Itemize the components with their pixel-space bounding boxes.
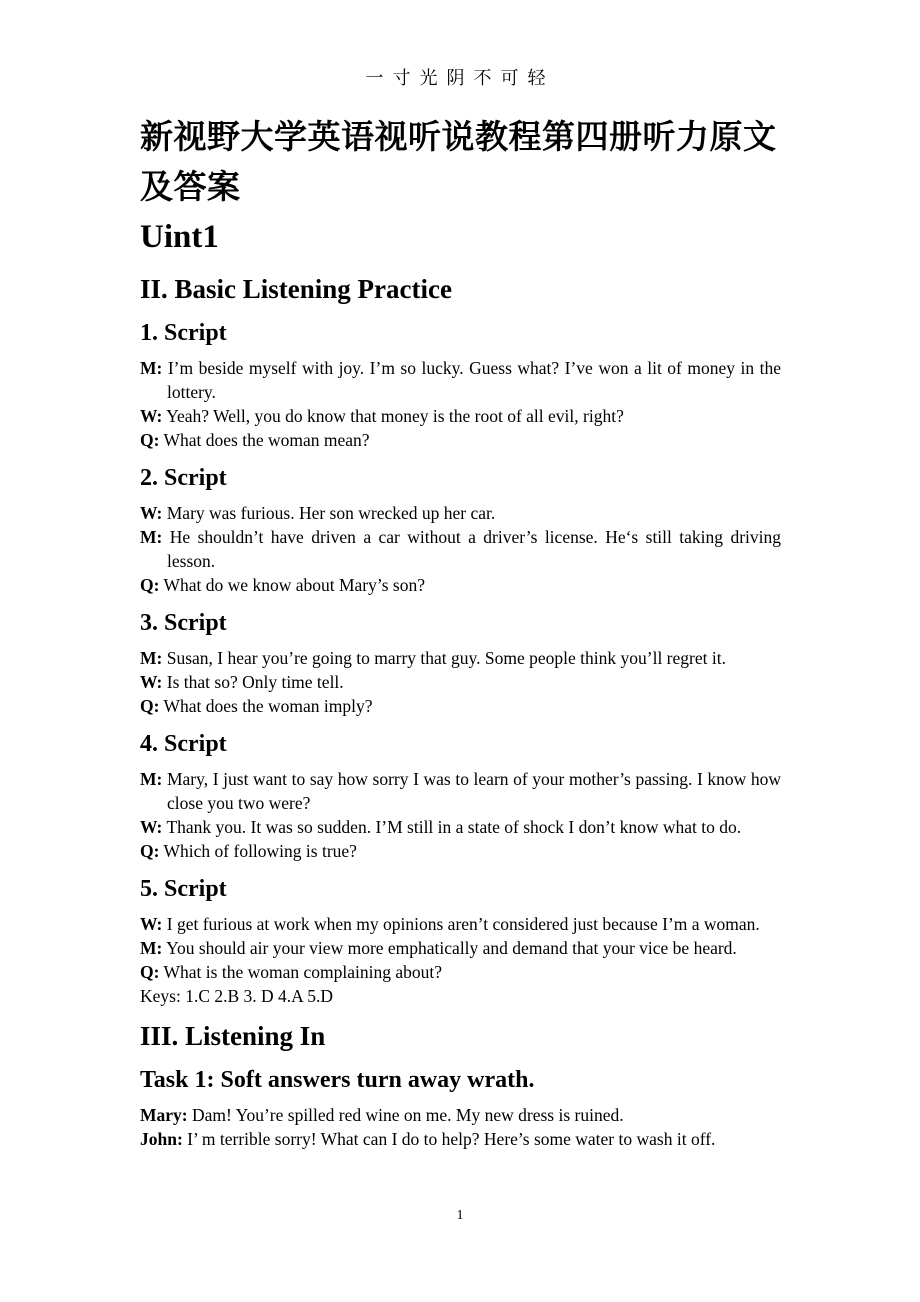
dialogue-line <box>140 815 781 839</box>
speaker-label: M: <box>140 527 163 547</box>
dialogue-line <box>140 694 781 718</box>
dialogue-line <box>140 960 781 984</box>
dialogue-text: You should air your view more emphatically and demand that your vice be heard. <box>166 938 737 958</box>
speaker-label: Q: <box>140 696 160 716</box>
section-heading-basic-listening: II. Basic Listening Practice <box>140 274 452 304</box>
scripts-list <box>140 316 781 984</box>
dialogue-text: What does the woman imply? <box>163 696 373 716</box>
dialogue-line <box>140 1103 781 1127</box>
dialogue-text: Yeah? Well, you do know that money is the root of all evil, right? <box>166 406 624 426</box>
dialogue-text: What is the woman complaining about? <box>163 962 442 982</box>
document-title: 新视野大学英语视听说教程第四册听力原文及答案 <box>140 117 777 206</box>
dialogue-line <box>140 1127 781 1151</box>
script-heading: 3. Script <box>140 610 227 636</box>
dialogue-line <box>140 767 781 815</box>
speaker-label: M: <box>140 358 163 378</box>
speaker-label: M: <box>140 769 163 789</box>
speaker-label: M: <box>140 648 163 668</box>
unit-heading: Uint1 <box>140 219 219 255</box>
page-number: 1 <box>456 1208 464 1223</box>
speaker-label: W: <box>140 406 163 426</box>
speaker-label: W: <box>140 672 163 692</box>
task-dialogue <box>140 1103 781 1151</box>
dialogue-line <box>140 912 781 936</box>
dialogue-line <box>140 646 781 670</box>
speaker-label: John: <box>140 1129 183 1149</box>
section-heading-listening-in: III. Listening In <box>140 1021 326 1051</box>
dialogue-line <box>140 356 781 404</box>
dialogue-text: I get furious at work when my opinions aren’t considered just because I’m a woman. <box>166 914 760 934</box>
dialogue-line <box>140 839 781 863</box>
dialogue-line <box>140 501 781 525</box>
dialogue-text: I’ m terrible sorry! What can I do to help? Here’s some water to wash it off. <box>187 1129 716 1149</box>
speaker-label: W: <box>140 817 163 837</box>
script-heading: 1. Script <box>140 320 227 346</box>
speaker-label: Mary: <box>140 1105 188 1125</box>
script-heading: 4. Script <box>140 731 227 757</box>
speaker-label: W: <box>140 503 163 523</box>
dialogue-text: Which of following is true? <box>163 841 357 861</box>
dialogue-text: I’m beside myself with joy. I’m so lucky. Guess what? I’ve won a lit of money in the lottery. <box>167 358 782 402</box>
dialogue-text: Is that so? Only time tell. <box>166 672 344 692</box>
dialogue-text: He shouldn’t have driven a car without a driver’s license. He‘s still taking driving lesson. <box>167 527 781 571</box>
dialogue-text: What do we know about Mary’s son? <box>163 575 425 595</box>
dialogue-text: What does the woman mean? <box>163 430 370 450</box>
dialogue-line <box>140 936 781 960</box>
dialogue-line <box>140 670 781 694</box>
script-heading: 5. Script <box>140 876 227 902</box>
answer-keys: Keys: 1.C 2.B 3. D 4.A 5.D <box>140 986 333 1006</box>
dialogue-text: Thank you. It was so sudden. I’M still in a state of shock I don’t know what to do. <box>166 817 742 837</box>
dialogue-text: Susan, I hear you’re going to marry that guy. Some people think you’ll regret it. <box>166 648 726 668</box>
speaker-label: Q: <box>140 962 160 982</box>
speaker-label: Q: <box>140 841 160 861</box>
dialogue-line <box>140 573 781 597</box>
dialogue-text: Mary was furious. Her son wrecked up her car. <box>166 503 496 523</box>
dialogue-line <box>140 428 781 452</box>
speaker-label: Q: <box>140 575 160 595</box>
script-heading: 2. Script <box>140 465 227 491</box>
speaker-label: Q: <box>140 430 160 450</box>
speaker-label: W: <box>140 914 163 934</box>
dialogue-text: Dam! You’re spilled red wine on me. My new dress is ruined. <box>192 1105 624 1125</box>
document-body <box>140 112 781 1151</box>
speaker-label: M: <box>140 938 163 958</box>
dialogue-text: Mary, I just want to say how sorry I was to learn of your mother’s passing. I know how close you two were? <box>166 769 781 813</box>
dialogue-line <box>140 525 781 573</box>
dialogue-line <box>140 404 781 428</box>
task-heading: Task 1: Soft answers turn away wrath. <box>140 1067 535 1093</box>
page-header: 一寸光阴不可轻 <box>365 68 555 89</box>
